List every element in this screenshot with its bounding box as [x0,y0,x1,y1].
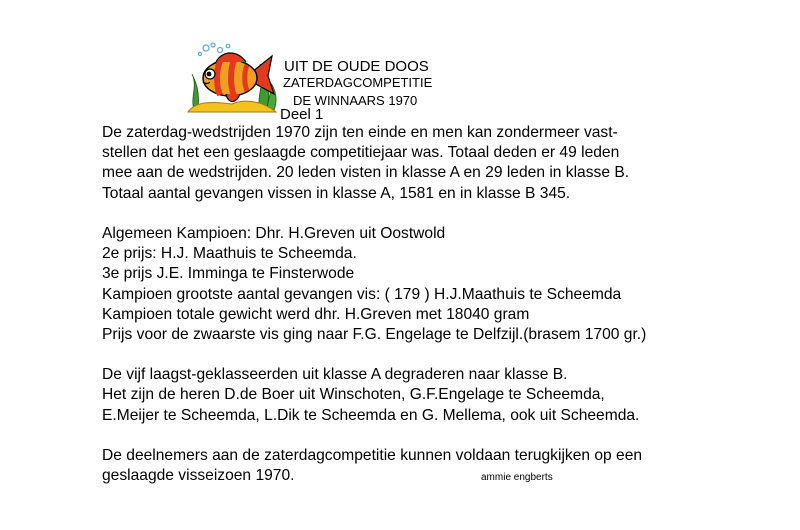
text-line: De zaterdag-wedstrijden 1970 zijn ten einde en men kan zondermeer vast- [102,124,618,141]
paragraph-gap [102,345,742,365]
paragraph-gap [102,426,742,446]
text-line: Kampioen grootste aantal gevangen vis: ( 179 ) H.J.Maathuis te Scheemda [102,285,622,303]
text-line: stellen dat het een geslaagde competitiejaar was. Totaal deden er 49 leden [102,144,620,162]
text-line: 3e prijs J.E. Imminga te Finsterwode [102,265,355,283]
paragraph-relegation [102,365,742,426]
paragraph-gap [102,204,742,224]
text-line: Het zijn de heren D.de Boer uit Winschoten, G.F.Engelage te Scheemda, [102,386,605,404]
text-line: geslaagde visseizoen 1970. [102,467,295,485]
header-part: Deel 1 [280,106,324,123]
paragraph-winners [102,224,742,345]
paragraph-closing [102,446,742,486]
header-title: UIT DE OUDE DOOS [284,58,429,75]
tropical-fish-icon [186,42,278,114]
header-subtitle-winners: DE WINNAARS 1970 [293,93,418,108]
text-line: De vijf laagst-geklasseerden uit klasse A degraderen naar klasse B. [102,366,568,384]
text-line: Totaal aantal gevangen vissen in klasse A, 1581 en in klasse B 345. [102,184,571,202]
text-line: 2e prijs: H.J. Maathuis te Scheemda. [102,245,357,263]
header-subtitle-competition: ZATERDAGCOMPETITIE [283,75,433,90]
text-line: De deelnemers aan de zaterdagcompetitie kunnen voldaan terugkijken op een [102,447,643,464]
text-line: mee aan de wedstrijden. 20 leden visten in klasse A en 29 leden in klasse B. [102,164,630,182]
text-line: Algemeen Kampioen: Dhr. H.Greven uit Oostwold [102,224,446,242]
text-line: Prijs voor de zwaarste vis ging naar F.G. Engelage te Delfzijl.(brasem 1700 gr.) [102,325,647,343]
paragraph-summary [102,123,742,204]
article-body [102,123,742,486]
text-line: Kampioen totale gewicht werd dhr. H.Greven met 18040 gram [102,305,530,323]
text-line: E.Meijer te Scheemda, L.Dik te Scheemda en G. Mellema, ook uit Scheemda. [102,406,640,424]
author-signature: ammie engberts [481,472,553,483]
